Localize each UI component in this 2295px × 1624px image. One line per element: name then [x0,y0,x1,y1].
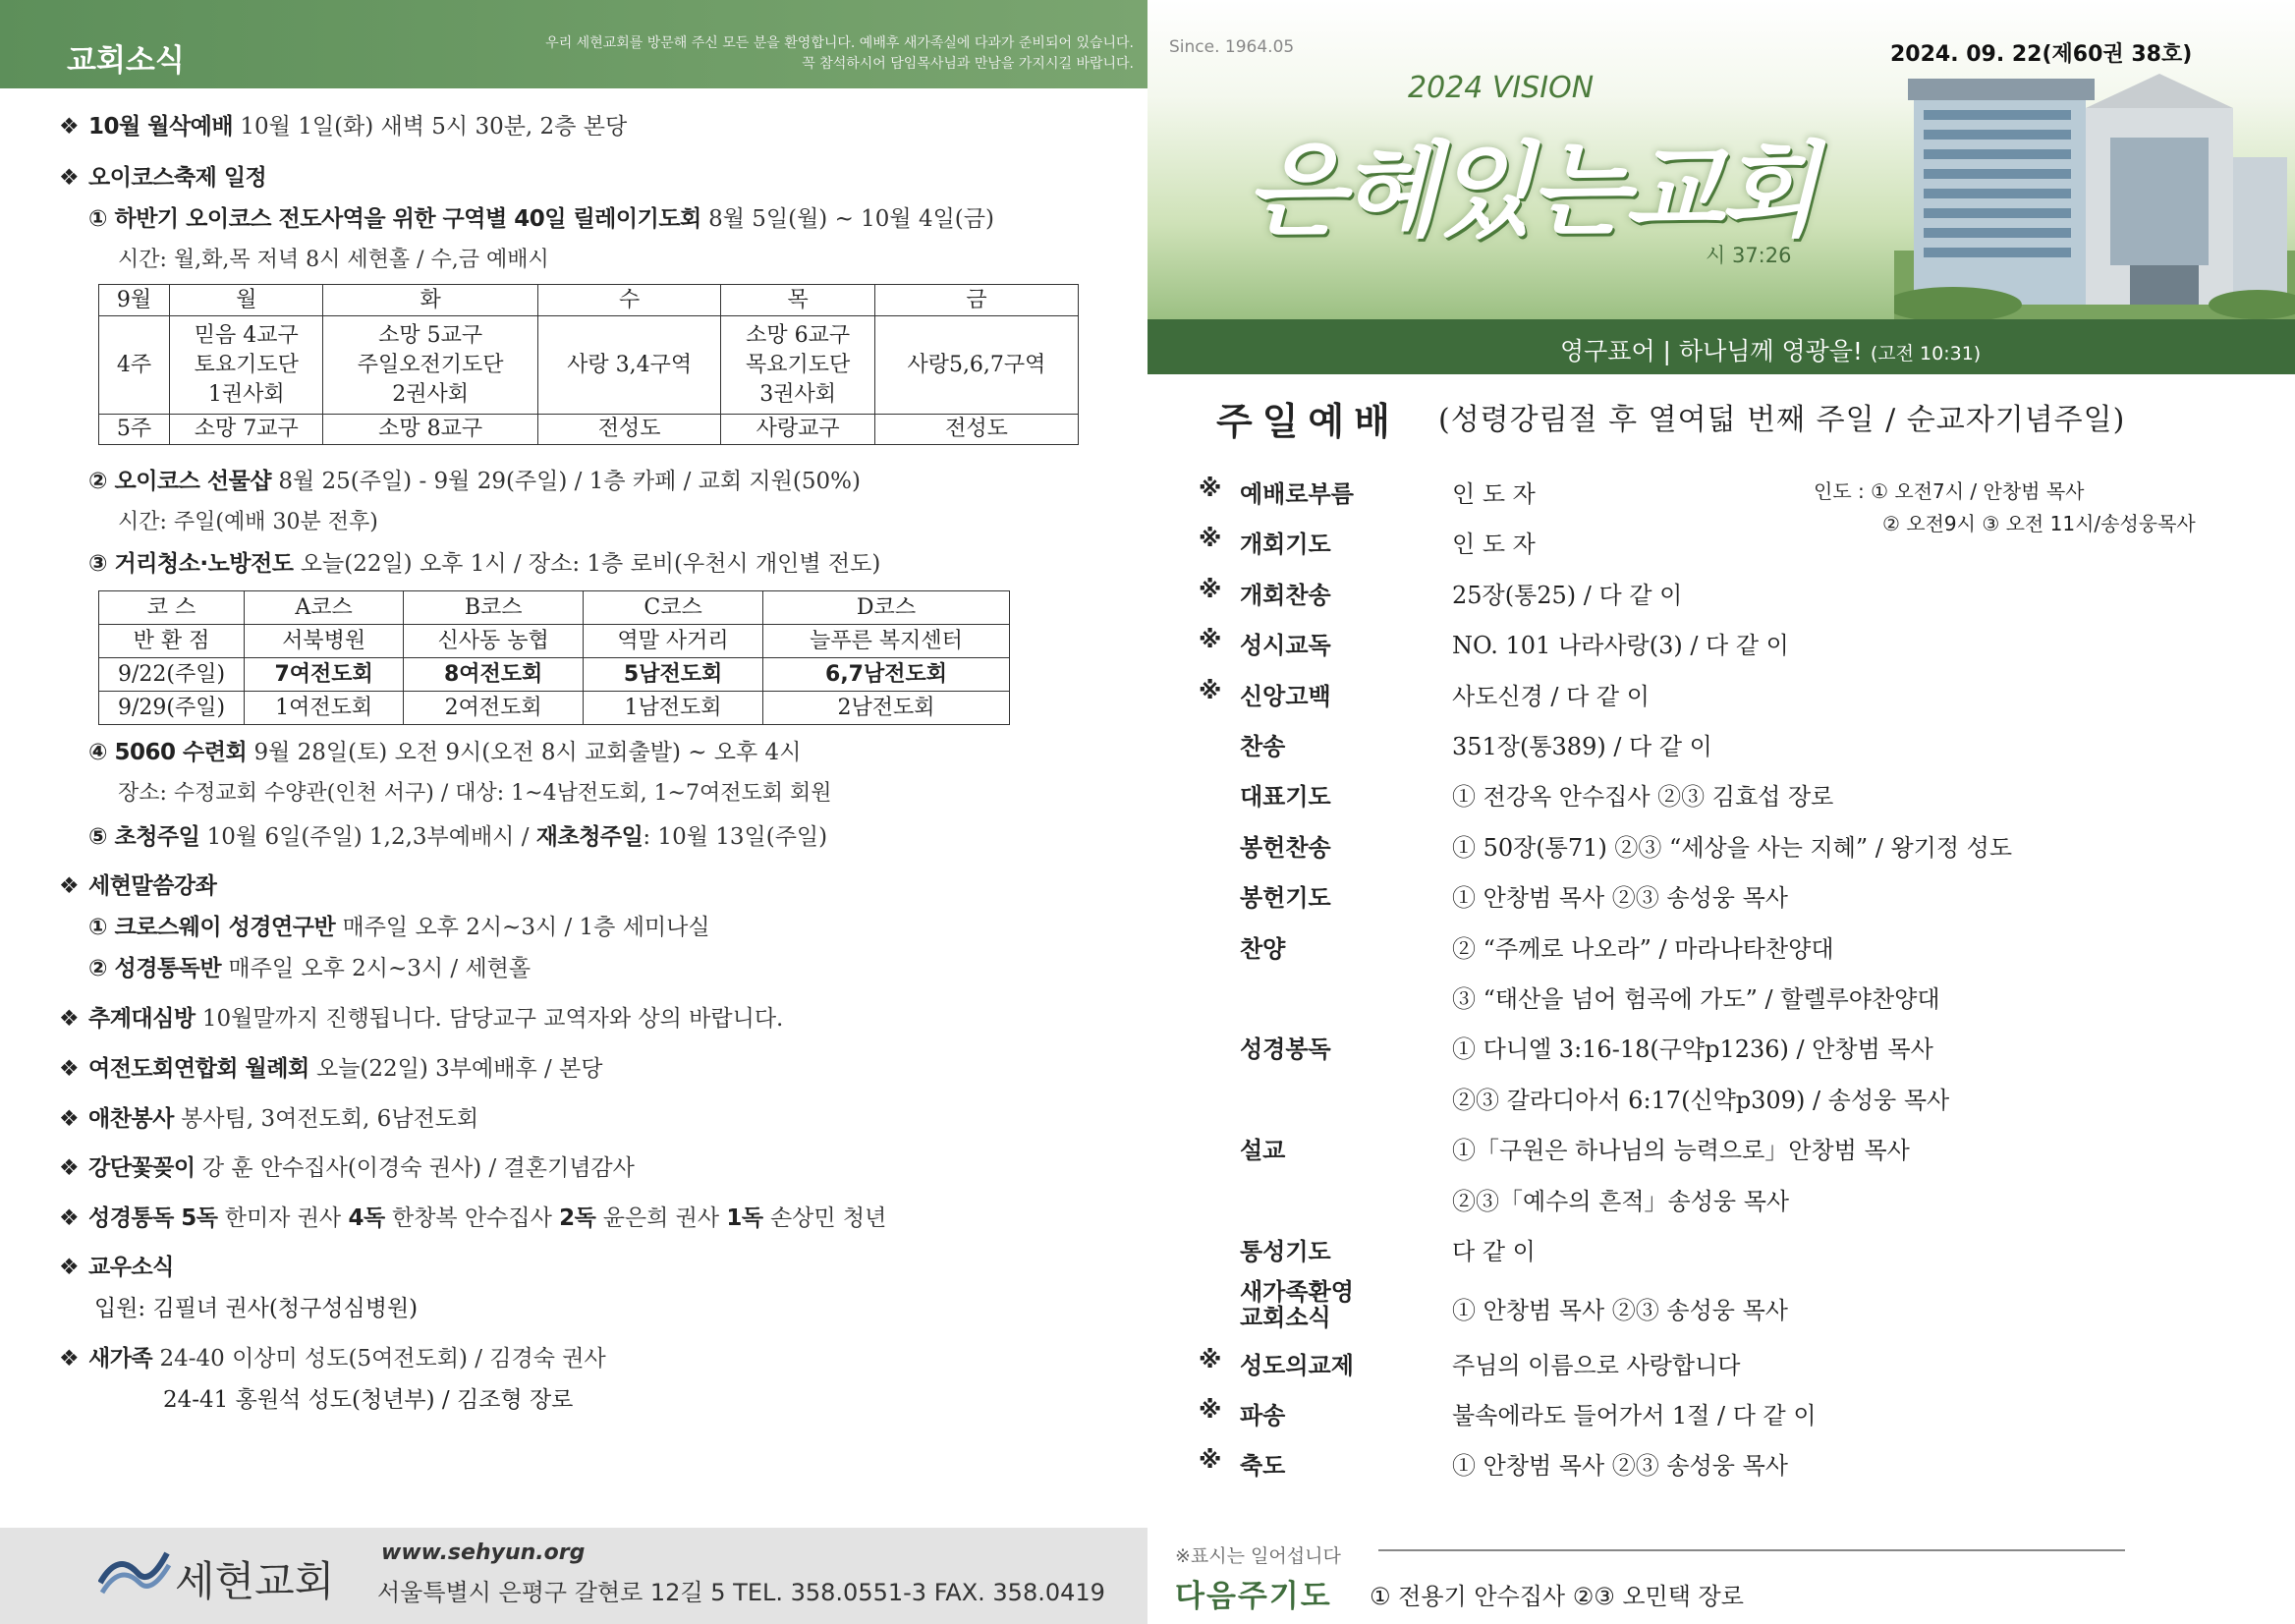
table-cell: 소망 5교구 주일오전기도단 2권사회 [323,316,537,415]
sub-title-2: 재초청주일 [535,824,644,850]
news-item-bible-reading [59,1204,886,1233]
order-value: 다 같 이 [1452,1238,1536,1265]
bullet-icon: ❖ [59,1255,80,1280]
order-label: 통성기도 [1240,1238,1331,1265]
divider [1378,1549,2125,1551]
table-cell: 늘푸른 복지센터 [763,625,1010,658]
table-cell: 사랑교구 [721,415,874,445]
reading-count: 2독 [559,1205,596,1231]
news-title: 교회소식 [67,43,185,79]
table-row [99,591,1010,625]
order-label: 성경봉독 [1240,1036,1331,1064]
item-title: 애찬봉사 [88,1106,174,1132]
service-subtitle: (성령강림절 후 열여덟 번째 주일 / 순교자기념주일) [1438,403,2126,437]
standing-mark: ※ [1199,525,1222,553]
standing-mark: ※ [1199,626,1222,654]
member-news-text: 입원: 김필녀 권사(청구성심병원) [94,1296,419,1321]
order-value: ① 안창범 목사 ②③ 송성웅 목사 [1452,1452,1788,1480]
table-cell: 전성도 [537,415,721,445]
table-header: A코스 [245,591,404,625]
order-label: 성시교독 [1240,632,1331,660]
sub-title: ⑤ 초청주일 [88,824,200,850]
order-value: 25장(통25) / 다 같 이 [1452,581,1683,609]
bulletin-date: 2024. 09. 22(제60권 38호) [1890,42,2193,67]
invitation-sunday [88,822,827,852]
table-header: 금 [874,285,1078,316]
order-label: 개회찬송 [1240,581,1331,609]
table-header: C코스 [584,591,763,625]
table-cell: 5주 [99,415,170,445]
leader-note: 인도 : ① 오전7시 / 안창범 목사 ② 오전9시 ③ 오전 11시/송성웅목사 [1814,479,2196,535]
bullet-icon: ❖ [59,873,80,899]
news-header [0,0,1148,88]
item-text: 오늘(22일) 3부예배후 / 본당 [308,1056,603,1082]
standing-mark: ※ [1199,475,1222,502]
church-logo-icon [98,1543,173,1602]
table-cell: 2남전도회 [763,692,1010,725]
table-cell: 4주 [99,316,170,415]
reader: 한창복 안수집사 [384,1205,560,1231]
table-header: 수 [537,285,721,316]
order-value: ① 50장(통71) ②③ “세상을 사는 지혜” / 왕기정 성도 [1452,833,2013,862]
vision-text: 2024 VISION [1408,71,1595,105]
table-cell: 9/29(주일) [99,692,245,725]
table-cell: 역말 사거리 [584,625,763,658]
order-value: ③ “태산을 넘어 험곡에 가도” / 할렐루야찬양대 [1452,985,1940,1013]
welcome-line-1: 우리 세현교회를 방문해 주신 모든 분을 환영합니다. 예배후 새가족실에 다과가 준비되어 있습니다. [545,35,1134,51]
table-row [99,692,1010,725]
oikos-relay-prayer [88,204,994,234]
table-header: 월 [170,285,323,316]
sub-title: ② 성경통독반 [88,956,222,981]
order-value: 351장(통389) / 다 같 이 [1452,733,1712,760]
oikos-relay-time: 시간: 월,화,목 저녁 8시 세현홀 / 수,금 예배시 [118,248,549,272]
vision-banner [1148,0,2295,319]
table-cell: 7여전도회 [245,658,404,692]
order-value: 주님의 이름으로 사랑합니다 [1452,1352,1741,1379]
order-label: 봉헌찬송 [1240,833,1331,862]
table-cell: 소망 6교구 목요기도단 3권사회 [721,316,874,415]
table-cell: 1여전도회 [245,692,404,725]
order-value: ②③「예수의 흔적」송성웅 목사 [1452,1187,1790,1215]
item-title: 여전도회연합회 월례회 [88,1056,309,1082]
table-cell: 2여전도회 [404,692,584,725]
sub-text: 오늘(22일) 오후 1시 / 장소: 1층 로비(우천시 개인별 전도) [293,551,881,577]
table-cell: 6,7남전도회 [763,658,1010,692]
order-value: NO. 101 나라사랑(3) / 다 같 이 [1452,632,1789,660]
next-week-footer [1148,1528,2295,1624]
news-item-fellowship-service [59,1104,478,1134]
news-item-visitation [59,1004,783,1034]
order-value: 사도신경 / 다 같 이 [1452,682,1650,710]
sub-text: 10월 6일(주일) 1,2,3부예배시 / [199,824,536,850]
sub-title: ③ 거리청소·노방전도 [88,551,294,577]
welcome-message [545,33,1134,75]
news-item-altar-flowers [59,1153,635,1183]
item-title: 오이코스축제 일정 [88,165,267,191]
order-value: ① 안창범 목사 ②③ 송성웅 목사 [1452,1297,1788,1324]
table-header: 화 [323,285,537,316]
order-value: 불속에라도 들어가서 1절 / 다 같 이 [1452,1402,1817,1429]
retreat-place: 장소: 수정교회 수양관(인천 서구) / 대상: 1~4남전도회, 1~7여전도회 회원 [118,781,832,806]
sub-title: ④ 5060 수련회 [88,740,248,765]
item-title: 새가족 [88,1346,153,1372]
prayer-schedule-table [98,284,1079,445]
sub-text: 8월 25(주일) - 9월 29(주일) / 1층 카페 / 교회 지원(50%) [271,469,861,494]
new-family-text-2: 24-41 홍원석 성도(청년부) / 김조형 장로 [163,1387,574,1413]
since-text: Since. 1964.05 [1169,37,1295,57]
order-value: ① 다니엘 3:16-18(구약p1236) / 안창범 목사 [1452,1036,1933,1064]
order-label: 성도의교제 [1240,1352,1354,1379]
bullet-icon: ❖ [59,1056,80,1082]
table-cell: 소망 7교구 [170,415,323,445]
vision-verse: 시 37:26 [1706,244,1792,267]
order-label: 신앙고백 [1240,682,1331,710]
item-text: 10월말까지 진행됩니다. 담당교구 교역자와 상의 바랍니다. [195,1006,784,1032]
bullet-icon: ❖ [59,1205,80,1231]
order-label: 축도 [1240,1452,1286,1480]
table-row [99,316,1079,415]
bullet-icon: ❖ [59,1106,80,1132]
order-label: 새가족환영 교회소식 [1240,1278,1354,1331]
item-title: 성경통독 [88,1205,174,1231]
reader: 손상민 청년 [762,1205,887,1231]
order-value: 인 도 자 [1452,480,1536,508]
gift-shop-time: 시간: 주일(예배 30분 전후) [118,510,378,534]
standing-mark: ※ [1199,1446,1222,1474]
table-cell: 5남전도회 [584,658,763,692]
order-value: 인 도 자 [1452,531,1536,559]
table-cell: 사랑 3,4구역 [537,316,721,415]
reading-count: 5독 [181,1205,218,1231]
order-label: 설교 [1240,1137,1286,1165]
standing-mark: ※ [1199,1346,1222,1373]
news-item-lectures [59,871,216,901]
item-text: 10월 1일(화) 새벽 5시 30분, 2층 본당 [233,114,628,140]
service-title: 주일예배 [1216,400,1400,443]
church-address: 서울특별시 은평구 갈현로 12길 5 TEL. 358.0551-3 FAX. 358.0419 [377,1579,1105,1606]
sub-title: ① 크로스웨이 성경연구반 [88,915,336,940]
order-label: 찬양 [1240,934,1286,963]
sub-title: ① 하반기 오이코스 전도사역을 위한 구역별 40일 릴레이기도회 [88,206,701,232]
table-header: 목 [721,285,874,316]
news-item-new-family [59,1344,606,1373]
reading-count: 4독 [348,1205,385,1231]
table-cell: 신사동 농협 [404,625,584,658]
table-cell: 소망 8교구 [323,415,537,445]
church-name: 세현교회 [175,1557,335,1605]
church-footer [0,1528,1148,1624]
order-label: 찬송 [1240,733,1286,760]
table-header: 코 스 [99,591,245,625]
bullet-icon: ❖ [59,1346,80,1372]
order-value: ① 안창범 목사 ②③ 송성웅 목사 [1452,884,1788,913]
order-label: 예배로부름 [1240,480,1354,508]
table-header: 9월 [99,285,170,316]
street-evangelism [88,549,880,579]
table-row [99,415,1079,445]
news-item-oikos [59,163,266,193]
table-cell: 반 환 점 [99,625,245,658]
order-label: 개회기도 [1240,531,1331,559]
table-row [99,625,1010,658]
order-label: 봉헌기도 [1240,884,1331,913]
next-prayer-label: 다음주기도 [1175,1579,1332,1614]
church-building-icon [1894,69,2295,319]
standing-mark: ※ [1199,1396,1222,1424]
table-cell: 사랑5,6,7구역 [874,316,1078,415]
sub-text-2: : 10월 13일(주일) [643,824,828,850]
evangelism-course-table [98,590,1010,725]
order-label: 대표기도 [1240,783,1331,812]
sub-text: 9월 28일(토) 오전 9시(오전 8시 교회출발) ~ 오후 4시 [247,740,802,765]
table-cell: 전성도 [874,415,1078,445]
table-header: B코스 [404,591,584,625]
lecture-crossway [88,913,710,942]
bullet-icon: ❖ [59,165,80,191]
bullet-icon: ❖ [59,1006,80,1032]
sub-title: ② 오이코스 선물샵 [88,469,272,494]
item-text: 봉사팀, 3여전도회, 6남전도회 [173,1106,479,1132]
next-prayer-text: ① 전용기 안수집사 ②③ 오민택 장로 [1370,1583,1744,1610]
item-title: 추계대심방 [88,1006,196,1032]
table-cell: 서북병원 [245,625,404,658]
table-header: D코스 [763,591,1010,625]
item-title: 교우소식 [88,1255,174,1280]
standing-mark: ※ [1199,676,1222,704]
bullet-icon: ❖ [59,1155,80,1181]
item-text: 강 훈 안수집사(이경숙 권사) / 결혼기념감사 [195,1155,635,1181]
table-cell: 믿음 4교구 토요기도단 1권사회 [170,316,323,415]
welcome-line-2: 꼭 참석하시어 담임목사님과 만남을 가지시길 바랍니다. [802,56,1134,72]
vision-title: 은혜있는교회 [1246,130,1815,251]
standing-mark: ※ [1199,575,1222,603]
right-page [1148,0,2295,1624]
standing-note: ※표시는 일어섭니다 [1175,1545,1341,1567]
retreat-5060 [88,738,801,767]
news-item-member-news [59,1253,174,1282]
item-title: 강단꽃꽂이 [88,1155,196,1181]
order-value: ①「구원은 하나님의 능력으로」안창범 목사 [1452,1137,1910,1165]
sub-text: 매주일 오후 2시~3시 / 1층 세미나실 [335,915,710,940]
sub-text: 8월 5일(월) ~ 10월 4일(금) [700,206,994,232]
order-label: 파송 [1240,1402,1286,1429]
order-value: ① 전강옥 안수집사 ②③ 김효섭 장로 [1452,783,1834,812]
table-cell: 9/22(주일) [99,658,245,692]
table-row [99,658,1010,692]
motto: 영구표어 | 하나님께 영광을! (고전 10:31) [1560,337,1982,365]
bullet-icon: ❖ [59,114,80,140]
website-link[interactable]: www.sehyun.org [381,1540,586,1565]
motto-bar [1148,319,2295,374]
order-value: ② “주께로 나오라” / 마라나타찬양대 [1452,934,1834,963]
reader: 한미자 권사 [217,1205,349,1231]
table-cell: 8여전도회 [404,658,584,692]
item-title: 세현말씀강좌 [88,873,217,899]
order-value: ②③ 갈라디아서 6:17(신약p309) / 송성웅 목사 [1452,1086,1950,1114]
table-cell: 1남전도회 [584,692,763,725]
reading-count: 1독 [726,1205,763,1231]
lecture-bible-reading [88,954,531,983]
news-item-women-association [59,1054,603,1084]
news-item-monthly-service [59,112,627,141]
sub-text: 매주일 오후 2시~3시 / 세현홀 [221,956,532,981]
oikos-gift-shop [88,467,861,496]
reader: 윤은희 권사 [595,1205,727,1231]
item-text: 24-40 이상미 성도(5여전도회) / 김경숙 권사 [152,1346,606,1372]
item-title: 10월 월삭예배 [88,114,234,140]
